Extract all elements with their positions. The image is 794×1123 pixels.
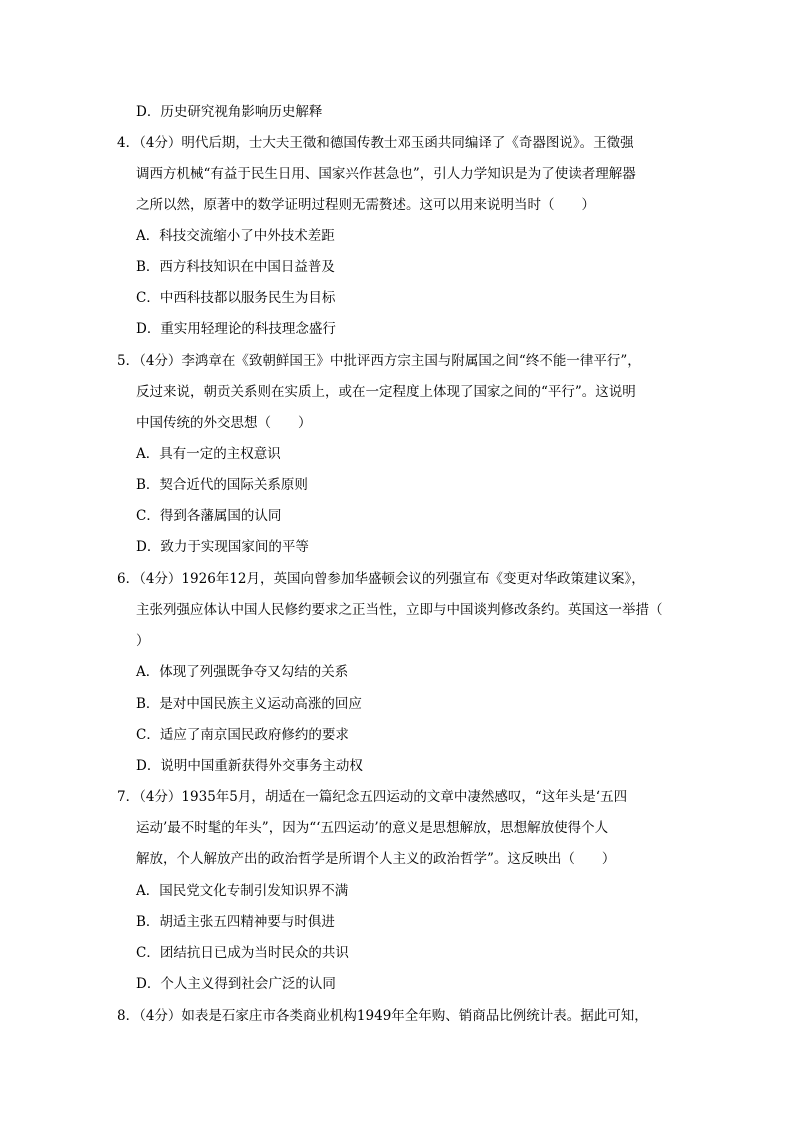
question-5-stem-line-1: 5．（4分）李鸿章在《致朝鲜国王》中批评西方宗主国与附属国之间“终不能一律平行”， [117,353,641,369]
question-4-option-a[interactable]: A．科技交流缩小了中外技术差距 [136,228,335,244]
question-7-stem-line-2: 运动’最不时髦的年头”，因为“‘五四运动’的意义是思想解放，思想解放使得个人 [136,820,609,836]
question-7-stem-line-3: 解放，个人解放产出的政治哲学是所谓个人主义的政治哲学”。这反映出（ ） [136,851,616,867]
question-6-option-a[interactable]: A．体现了列强既争夺又勾结的关系 [136,664,349,680]
question-7-option-b[interactable]: B．胡适主张五四精神要与时俱进 [136,914,335,930]
question-4-stem-line-2: 调西方机械“有益于民生日用、国家兴作甚急也”，引人力学知识是为了使读者理解器 [136,166,636,182]
question-6-option-d[interactable]: D．说明中国重新获得外交事务主动权 [136,758,363,774]
question-5-option-d[interactable]: D．致力于实现国家间的平等 [136,539,309,555]
question-4-option-b[interactable]: B．西方科技知识在中国日益普及 [136,259,335,275]
question-7-option-d[interactable]: D．个人主义得到社会广泛的认同 [136,976,336,992]
question-4-option-d[interactable]: D．重实用轻理论的科技理念盛行 [136,321,336,337]
question-4-option-c[interactable]: C．中西科技都以服务民生为目标 [136,290,336,306]
question-4-stem-line-1: 4．（4分）明代后期，士大夫王徵和德国传教士邓玉函共同编译了《奇器图说》。王徵强 [117,135,634,151]
question-5-option-b[interactable]: B．契合近代的国际关系原则 [136,477,308,493]
prev-question-option-d: D．历史研究视角影响历史解释 [136,104,323,120]
question-5-stem-line-3: 中国传统的外交思想（ ） [136,415,312,431]
question-6-option-b[interactable]: B．是对中国民族主义运动高涨的回应 [136,696,362,712]
question-4-stem-line-3: 之所以然，原著中的数学证明过程则无需赘述。这可以用来说明当时（ ） [136,197,595,213]
question-6-option-c[interactable]: C．适应了南京国民政府修约的要求 [136,727,349,743]
question-5-option-c[interactable]: C．得到各藩属国的认同 [136,508,282,524]
question-6-stem-line-1: 6．（4分）1926年12月，英国向曾参加华盛顿会议的列强宣布《变更对华政策建议案》， [117,571,645,587]
question-7-option-c[interactable]: C．团结抗日已成为当时民众的共识 [136,945,349,961]
question-8-stem-line-1: 8．（4分）如表是石家庄市各类商业机构1949年全年购、销商品比例统计表。据此可知， [117,1008,648,1024]
question-5-stem-line-2: 反过来说，朝贡关系则在实质上，或在一定程度上体现了国家之间的“平行”。这说明 [136,384,636,400]
question-7-option-a[interactable]: A．国民党文化专制引发知识界不满 [136,883,349,899]
question-6-stem-line-3: ） [136,633,150,649]
question-5-option-a[interactable]: A．具有一定的主权意识 [136,446,281,462]
question-6-stem-line-2: 主张列强应体认中国人民修约要求之正当性，立即与中国谈判修改条约。英国这一举措（ [136,602,663,618]
question-7-stem-line-1: 7．（4分）1935年5月，胡适在一篇纪念五四运动的文章中凄然感叹，“这年头是‘五四 [117,789,628,805]
